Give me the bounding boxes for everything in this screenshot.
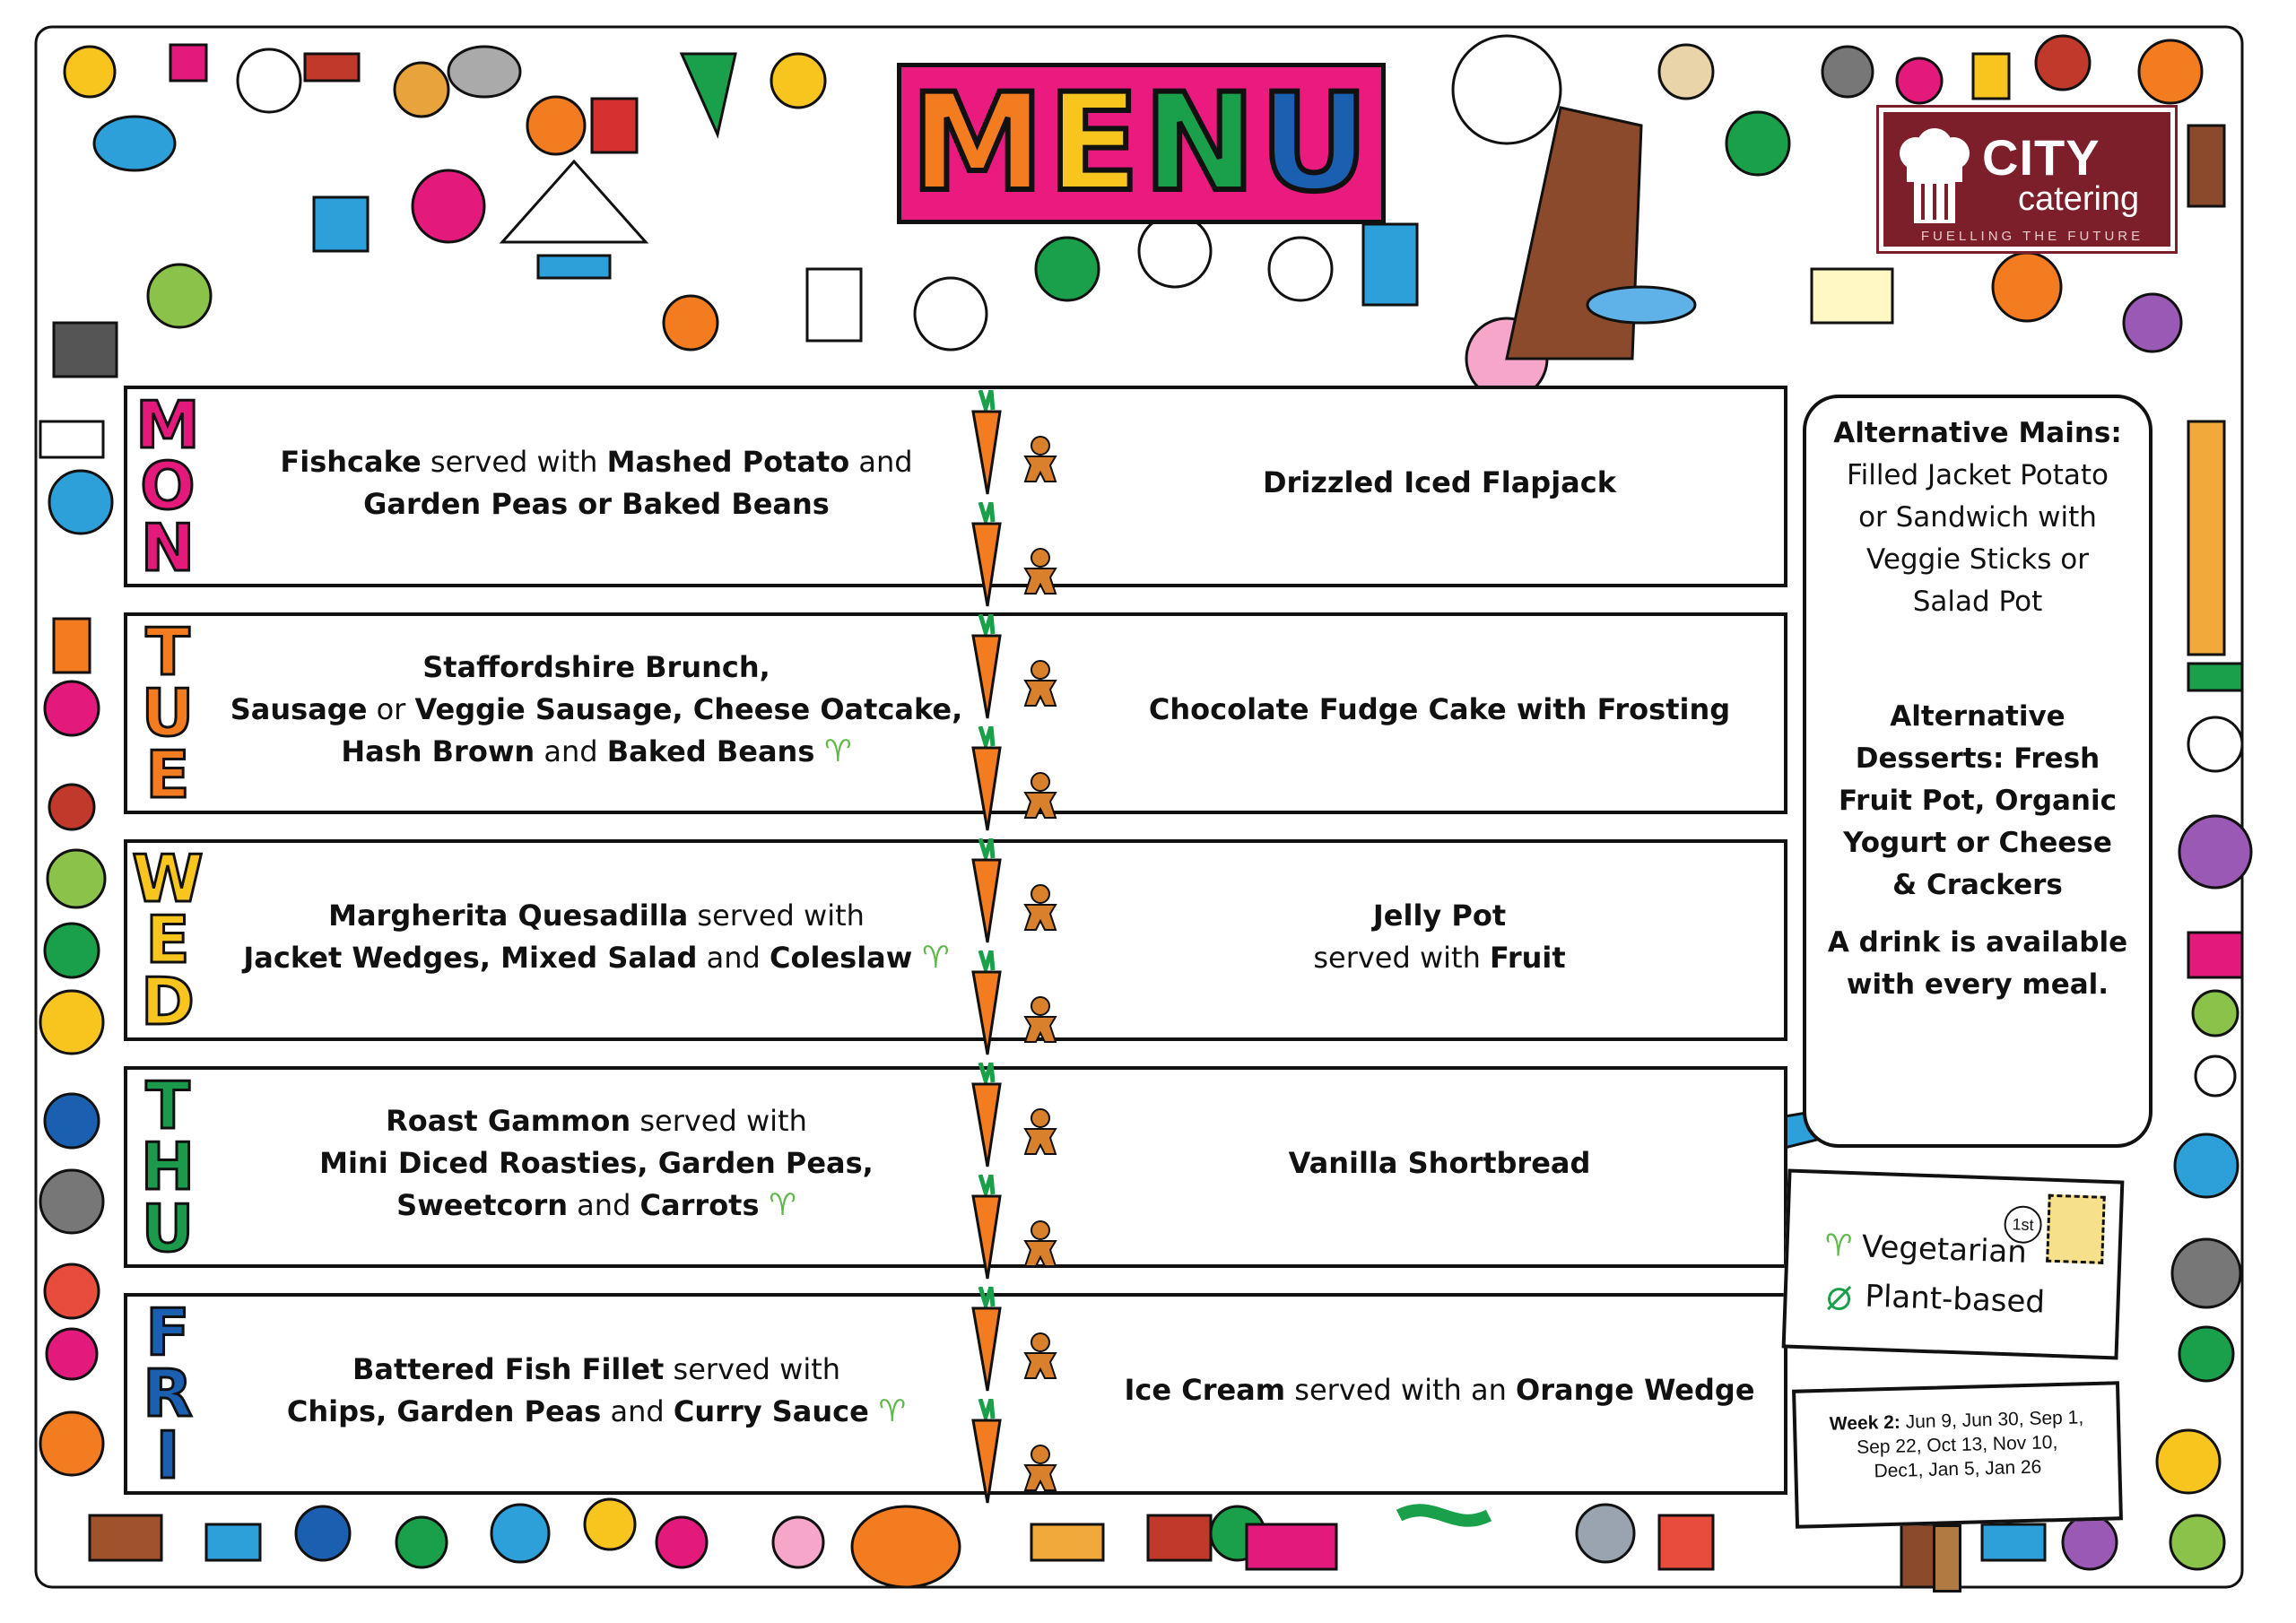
carrot-character-icon [964,1175,1009,1286]
carrot-character-icon [964,1399,1009,1510]
alternative-desserts-line: Alternative [1890,700,2066,733]
menu-item-name: Hash Brown [341,734,535,768]
menu-item-name: Ice Cream [1124,1373,1286,1407]
dessert-line [1072,1369,1807,1411]
menu-item-name: Vanilla Shortbread [1288,1146,1591,1180]
legend-vegetarian-label: Vegetarian [1861,1228,2028,1271]
day-label-letter: W [132,840,204,916]
dessert-line [1072,462,1807,504]
alternative-desserts-line: Yogurt or Cheese [1843,827,2112,859]
carrot-character-icon [964,838,1009,950]
main-dish-line [215,1185,978,1227]
day-label [132,840,204,1039]
menu-item-name: Staffordshire Brunch, [422,650,770,684]
main-dish-line [215,895,978,937]
dessert [1072,462,1807,504]
week-dates-2: Sep 22, Oct 13, Nov 10, [1856,1432,2058,1458]
carrot-character-icon [964,1287,1009,1398]
menu-title [909,65,1373,221]
gingerbread-icon [1018,1219,1063,1272]
day-label-letter: F [145,1294,190,1370]
main-dish-line [215,647,978,689]
legend-card [1782,1169,2125,1360]
menu-item-name: Sweetcorn [396,1188,568,1222]
dessert [1072,895,1807,979]
menu-title-letter-m: M [909,65,1048,221]
day-label-letter: H [140,1129,196,1205]
alternative-desserts-line: Desserts: Fresh [1855,742,2100,775]
menu-item-name: Coleslaw [770,940,913,975]
day-label-letter: T [145,613,190,690]
alternative-desserts-line: Fruit Pot, Organic [1838,785,2117,817]
menu-connector-text: served with an [1285,1373,1517,1407]
dessert-line [1072,895,1807,937]
main-dish-line [215,441,978,483]
legend-plant-based-label: Plant-based [1864,1278,2046,1321]
menu-connector-text: and [535,734,607,768]
menu-item-name: Veggie Sausage, Cheese Oatcake, [414,692,963,726]
day-label [133,386,203,586]
day-label-letter: O [140,448,196,525]
carrot-character-icon [964,1063,1009,1174]
alternative-desserts-line: & Crackers [1892,869,2063,901]
menu-title-letter-n: N [1143,65,1260,221]
carrot-character-icon [964,726,1009,838]
dessert-line [1072,1142,1807,1185]
alternative-mains-line: Veggie Sticks or [1866,543,2089,576]
main-dish [215,441,978,525]
menu-connector-text: and [849,444,913,479]
day-label-letter: M [135,386,200,463]
postage-stamp [2046,1194,2106,1264]
menu-item-name: Jacket Wedges, Mixed Salad [243,940,698,975]
gingerbread-icon [1018,1107,1063,1160]
main-dish-line [215,1100,978,1142]
gingerbread-icon [1018,883,1063,936]
main-dish [215,647,978,773]
alternative-mains-line: Filled Jacket Potato [1847,459,2109,491]
main-dish-line [215,1349,978,1391]
menu-item-name: Mashed Potato [606,444,850,479]
dessert-line [1072,689,1807,731]
gingerbread-icon [1018,547,1063,600]
menu-title-box [897,63,1386,224]
day-label-letter: D [141,963,195,1039]
menu-item-name: Jelly Pot [1372,898,1507,933]
drink-note-line: A drink is available [1827,926,2128,959]
alternative-mains [1807,412,2148,623]
menu-connector-text: served with [421,444,607,479]
menu-item-name: Carrots [639,1188,760,1222]
week-dates-3: Dec1, Jan 5, Jan 26 [1874,1456,2042,1482]
dessert [1072,1369,1807,1411]
gingerbread-icon [1018,995,1063,1048]
menu-title-letter-u: U [1259,65,1373,221]
chef-hat-cutlery-icon [1896,128,1973,227]
legend-plant-based [1822,1277,2046,1321]
menu-connector-text: served with [664,1351,841,1386]
carrot-character-icon [964,502,1009,613]
first-class-stamp-mark: 1st [2004,1205,2042,1244]
day-label-letter: E [145,902,190,978]
menu-item-name: Curry Sauce [673,1393,869,1428]
menu-item-name: Garden Peas or Baked Beans [363,486,830,521]
vegetarian-icon: ♈ [814,733,852,769]
vegetarian-icon: ♈ [1823,1228,1853,1265]
day-label-letter: N [140,509,196,586]
drink-note [1807,922,2148,1006]
day-label-letter: I [155,1417,180,1493]
logo-catering-text: catering [2018,180,2140,218]
alternative-mains-line: Salad Pot [1912,586,2043,618]
menu-connector-text: or [367,692,415,726]
week-dates-1: Jun 9, Jun 30, Sep 1, [1905,1407,2084,1433]
main-dish [215,1349,978,1433]
carrot-character-icon [964,950,1009,1062]
menu-item-name: Orange Wedge [1516,1373,1755,1407]
legend-vegetarian [1824,1228,2028,1271]
drink-note-line: with every meal. [1846,968,2109,1001]
main-dish [215,1100,978,1227]
menu-title-letter-e: E [1048,65,1144,221]
menu-connector-text: served with [1313,940,1491,975]
dessert [1072,1142,1807,1185]
day-label [133,613,203,812]
plant-based-icon [1822,1280,1856,1313]
menu-item-name: Chips, Garden Peas [286,1393,602,1428]
alternative-mains-line: or Sandwich with [1858,501,2097,534]
gingerbread-icon [1018,659,1063,712]
day-label [133,1067,203,1266]
gingerbread-icon [1018,771,1063,824]
city-catering-logo [1879,108,2175,251]
main-dish-line [215,483,978,525]
main-dish-line [215,1142,978,1185]
menu-item-name: Roast Gammon [386,1104,631,1138]
day-label-letter: T [145,1067,190,1143]
menu-connector-text: and [601,1393,674,1428]
day-label-letter: R [143,1356,193,1432]
dessert [1072,689,1807,731]
vegetarian-icon: ♈ [868,1393,907,1429]
day-label-letter: E [145,736,190,812]
menu-connector-text: and [568,1188,640,1222]
menu-item-name: Sausage [230,692,368,726]
vegetarian-icon: ♈ [912,939,950,976]
menu-item-name: Baked Beans [606,734,815,768]
main-dish [215,895,978,979]
vegetarian-icon: ♈ [759,1187,796,1223]
carrot-character-icon [964,614,1009,725]
day-label-letter: U [141,675,195,751]
menu-item-name: Drizzled Iced Flapjack [1262,465,1617,499]
carrot-character-icon [964,390,1009,501]
menu-item-name: Chocolate Fudge Cake with Frosting [1148,692,1731,726]
alternative-desserts [1807,696,2148,907]
menu-connector-text: served with [688,898,865,933]
dessert-line [1072,937,1807,979]
gingerbread-icon [1018,1332,1063,1384]
menu-item-name: Margherita Quesadilla [328,898,689,933]
menu-connector-text: served with [631,1104,807,1138]
logo-city-text: CITY [1982,129,2100,186]
main-dish-line [215,689,978,731]
menu-item-name: Mini Diced Roasties, Garden Peas, [319,1146,874,1180]
menu-connector-text: and [697,940,770,975]
week-label: Week 2: [1829,1411,1901,1435]
main-dish-line [215,731,978,773]
menu-item-name: Battered Fish Fillet [352,1351,665,1386]
gingerbread-icon [1018,435,1063,488]
menu-item-name: Fruit [1490,940,1566,975]
main-dish-line [215,937,978,979]
week-dates-card [1792,1381,2123,1529]
gingerbread-icon [1018,1444,1063,1497]
day-label-letter: U [141,1190,195,1266]
alternative-mains-heading: Alternative Mains: [1833,417,2122,449]
main-dish-line [215,1391,978,1433]
logo-tagline: FUELLING THE FUTURE [1920,229,2144,244]
day-label [133,1294,203,1493]
sign-post [1933,1524,1961,1593]
menu-item-name: Fishcake [280,444,422,479]
